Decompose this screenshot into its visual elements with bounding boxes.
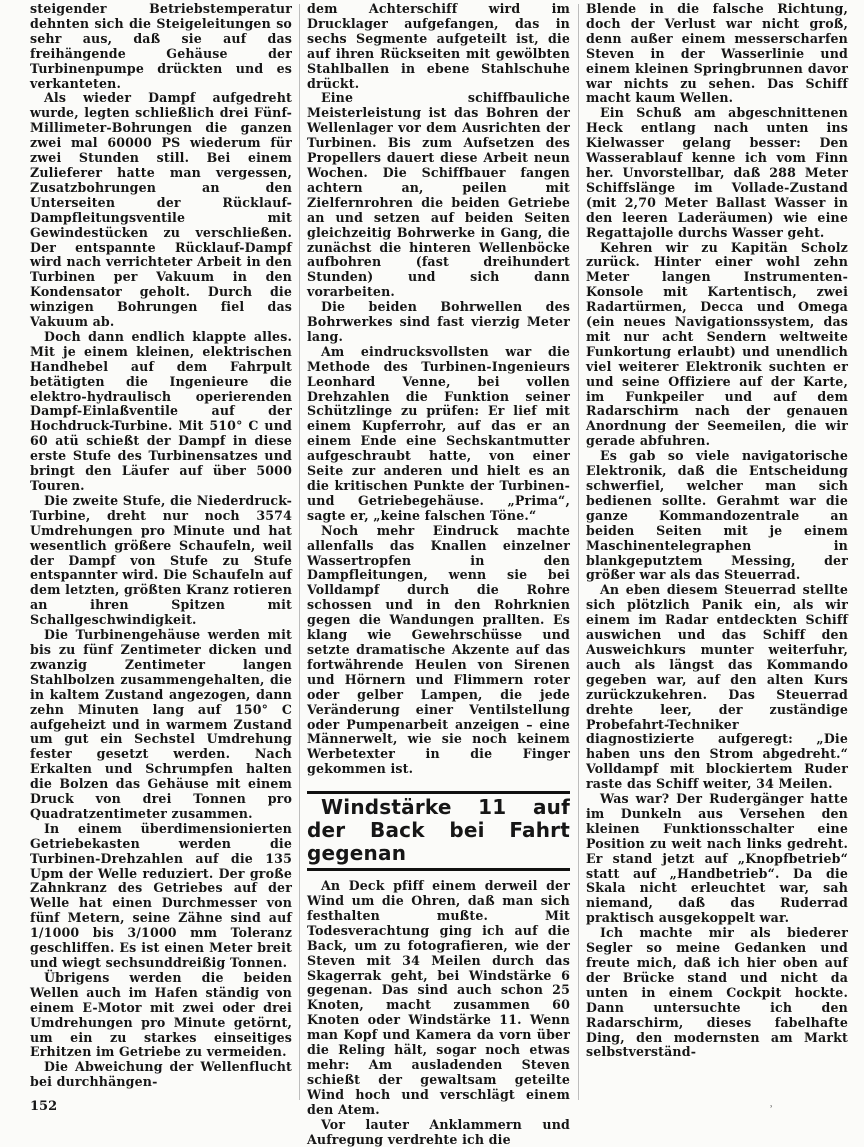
paragraph: Die zweite Stufe, die Niederdruck-Turbine, dreht nur noch 3574 Umdrehungen pro Minute und hat wesentlich größere Schaufeln, weil der Dampf von Stufe zu Stufe entspannter wird. Die Schaufeln auf dem letzten, größten Kranz rotieren an ihren Spitzen mit Schallgeschwindigkeit. <box>30 492 292 628</box>
text-column-2 <box>307 2 570 1147</box>
paragraph: Eine schiffbauliche Meisterleistung ist das Bohren der Wellenlager vor dem Ausrichten der Turbinen. Bis zum Aufsetzen des Propellers dauert diese Arbeit neun Wochen. Die Schiffbauer fangen achtern an, peilen mit Zielfernrohren die beiden Getriebe an und setzen auf beiden Seiten gleichzeitig Bohrwerke in Gang, die zunächst die hinteren Wellenböcke aufbohren (fast dreihundert Stunden) und sich dann vorarbeiten. <box>307 90 570 300</box>
column-divider <box>299 4 300 1100</box>
paragraph: steigender Betriebstemperatur dehnten sich die Steigeleitungen so sehr aus, daß sie auf das freihängende Gehäuse der Turbinenpumpe drückten und es verkanteten. <box>30 1 292 91</box>
column-divider <box>578 4 579 1100</box>
paragraph: An eben diesem Steuerrad stellte sich plötzlich Panik ein, als wir einem im Radar entdeckten Schiff auswichen und das Schiff den Ausweichkurs munter weiterfuhr, auch als längst das Kommando gegeben war, auf den alten Kurs zurückzukehren. Das Steuerrad drehte leer, der zuständige Probefahrt-Techniker diagnostizierte aufgeregt: „Die haben uns den Strom abgedreht.“ Volldampf mit blockiertem Ruder raste das Schiff weiter, 34 Meilen. <box>586 582 848 792</box>
paragraph: Ich machte mir als biederer Segler so meine Gedanken und freute mich, daß ich hier oben auf der Brücke stand und nicht da unten in einem Cockpit hockte. Dann untersuchte ich den Radarschirm, dieses fabelhafte Ding, den modernsten am Markt selbstverständ- <box>586 925 848 1060</box>
paragraph: Vor lauter Anklammern und Aufregung verdrehte ich die <box>307 1116 570 1147</box>
paragraph: Blende in die falsche Richtung, doch der Verlust war nicht groß, denn außer einem messerscharfen Steven in der Wasserlinie und einem kleinen Springbrunnen davor war nichts zu sehen. Das Schiff macht kaum Wellen. <box>586 1 848 106</box>
paragraph: Als wieder Dampf aufgedreht wurde, legten schließlich drei Fünf-Millimeter-Bohrungen die ganzen zwei mal 60000 PS wiederum für zwei Stunden still. Bei einem Zulieferer hatte man vergessen, Zusatzbohrungen an den Unterseiten der Rücklauf-Dampfleitungsventile mit Gewindestücken zu verschließen. Der entspannte Rücklauf-Dampf wird nach verrichteter Arbeit in den Turbinen per Vakuum in den Kondensator geholt. Durch die winzigen Bohrungen fiel das Vakuum ab. <box>30 90 292 330</box>
paragraph: Die Abweichung der Wellenflucht bei durchhängen- <box>30 1059 292 1090</box>
paragraph: An Deck pfiff einem derweil der Wind um die Ohren, daß man sich festhalten mußte. Mit Todesverachtung ging ich auf die Back, um zu fotografieren, wie der Steven mit 34 Meilen durch das Skagerrak geht, bei Windstärke 6 gegenan. Das sind auch schon 25 Knoten, macht zusammen 60 Knoten oder Windstärke 11. Wenn man Kopf und Kamera da vorn über die Reling hält, sogar noch etwas mehr: Am ausladenden Steven schießt der gewaltsam geteilte Wind hoch und verschlägt einem den Atem. <box>307 878 570 1117</box>
paragraph: In einem überdimensionierten Getriebekasten werden die Turbinen-Drehzahlen auf die 135 Upm der Welle reduziert. Der große Zahnkranz des Getriebes auf der Welle hat einen Durchmesser von fünf Metern, seine Zähne sind auf 1/1000 bis 3/1000 mm Toleranz geschliffen. Es ist einen Meter breit und wiegt sechsunddreißig Tonnen. <box>30 820 292 970</box>
section-headline: Windstärke 11 auf der Back bei Fahrt gegenan <box>307 795 570 866</box>
paragraph: Doch dann endlich klappte alles. Mit je einem kleinen, elektrischen Handhebel auf dem Fahrpult betätigten die Ingenieure die elektro-hydraulisch operierenden Dampf-Einlaßventile auf der Hochdruck-Turbine. Mit 510° C und 60 atü schießt der Dampf in diese erste Stufe des Turbinensatzes und bringt den Läufer auf über 5000 Touren. <box>30 328 292 493</box>
page-number: 152 <box>30 1099 58 1114</box>
paragraph: Was war? Der Rudergänger hatte im Dunkeln aus Versehen den kleinen Funktionsschalter eine Position zu weit nach links gedreht. Er stand jetzt auf „Knopfbetrieb“ statt auf „Handbetrieb“. Da die Skala nicht erleuchtet war, sah niemand, daß das Ruderrad praktisch ausgekoppelt war. <box>586 791 848 926</box>
print-speck: ˒ <box>770 1103 773 1113</box>
paragraph: Übrigens werden die beiden Wellen auch im Hafen ständig von einem E-Motor mit zwei oder drei Umdrehungen pro Minute getörnt, um ein zu starkes einseitiges Erhitzen im Getriebe zu vermeiden. <box>30 969 292 1060</box>
section-headline-box <box>307 791 570 871</box>
paragraph: Am eindrucksvollsten war die Methode des Turbinen-Ingenieurs Leonhard Venne, bei vollen Drehzahlen die Funktion seiner Schützlinge zu prüfen: Er lief mit einem Kupferrohr, auf das er an einem Ende eine Sechskantmutter aufgeschraubt hatte, von einer Seite zur anderen und hielt es an die kritischen Punkte der Turbinen- und Getriebegehäuse. „Prima“, sagte er, „keine falschen Töne.“ <box>307 343 570 523</box>
text-column-3 <box>586 2 848 1060</box>
paragraph: Es gab so viele navigatorische Elektronik, daß die Entscheidung schwerfiel, welcher man sich bedienen sollte. Gerahmt war die ganze Kommandozentrale an beiden Seiten mit je einem Maschinentelegraphen in blankgeputztem Messing, der größer war als das Steuerrad. <box>586 448 848 583</box>
paragraph: Ein Schuß am abgeschnittenen Heck entlang nach unten ins Kielwasser gelang besser: Den Wasserablauf kenne ich vom Finn her. Unvorstellbar, daß 288 Meter Schiffslänge im Vollade-Zustand (mit 2,70 Meter Ballast Wasser in den leeren Laderäumen) wie eine Regattajolle durchs Wasser geht. <box>586 105 848 240</box>
paragraph: Noch mehr Eindruck machte allenfalls das Knallen einzelner Wassertropfen in den Dampfleitungen, wenn sie bei Volldampf durch die Rohre schossen und in den Rohrknien gegen die Wandungen prallten. Es klang wie Gewehrschüsse und setzte dramatische Akzente auf das fortwährende Heulen von Sirenen und Hörnern und Flimmern roter oder gelber Lampen, die jede Veränderung einer Ventilstellung oder Pumpenarbeit anzeigen – eine Männerwelt, wie sie noch keinem Werbetexter in die Finger gekommen ist. <box>307 522 570 777</box>
paragraph: dem Achterschiff wird im Drucklager aufgefangen, das in sechs Segmente aufgeteilt ist, die auf ihren Rückseiten mit gewölbten Stahlballen in ebene Stahlschuhe drückt. <box>307 1 570 91</box>
text-column-1 <box>30 2 292 1090</box>
paragraph: Die beiden Bohrwellen des Bohrwerkes sind fast vierzig Meter lang. <box>307 299 570 344</box>
paragraph: Die Turbinengehäuse werden mit bis zu fünf Zentimeter dicken und zwanzig Zentimeter langen Stahlbolzen zusammengehalten, die in kaltem Zustand angezogen, dann zehn Minuten lang auf 150° C aufgeheizt und in warmem Zustand um gut ein Sechstel Umdrehung fester gesetzt werden. Nach Erkalten und Schrumpfen halten die Bolzen das Gehäuse mit einem Druck von drei Tonnen pro Quadratzentimeter zusammen. <box>30 627 292 821</box>
paragraph: Kehren wir zu Kapitän Scholz zurück. Hinter einer wohl zehn Meter langen Instrumenten-Konsole mit Kartentisch, zwei Radartürmen, Decca und Omega (ein neues Navigationssystem, das mit nur acht Sendern weltweite Funkortung erlaubt) und unendlich viel weiterer Elektronik suchten er und seine Offiziere auf der Karte, im Funkpeiler und auf dem Radarschirm nach der genauen Anordnung der Seemeilen, die wir gerade abfuhren. <box>586 239 848 449</box>
